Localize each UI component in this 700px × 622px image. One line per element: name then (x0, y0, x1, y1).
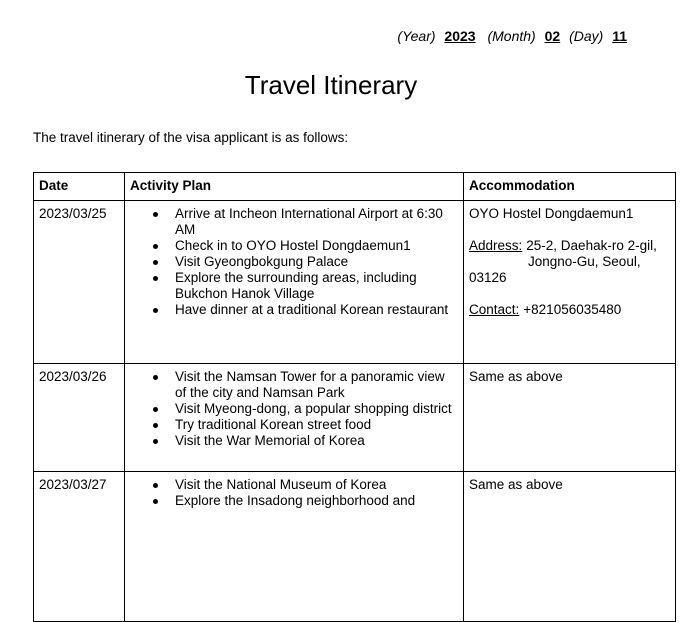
activity-list (130, 477, 458, 509)
address-line (469, 238, 670, 254)
activity-item: Try traditional Korean street food (130, 417, 458, 433)
table-header-row (34, 173, 676, 201)
day-value: 11 (612, 28, 627, 44)
activity-list (130, 206, 458, 318)
activity-list (130, 369, 458, 449)
date-cell: 2023/03/25 (34, 201, 125, 364)
activity-item: Explore the surrounding areas, including Bukchon Hanok Village (130, 270, 458, 302)
column-header-date: Date (34, 173, 125, 201)
address-value-line1: 25-2, Daehak-ro 2-gil, (526, 238, 657, 253)
table-row (34, 472, 676, 622)
address-label: Address: (469, 238, 523, 253)
accommodation-cell: Same as above (464, 472, 676, 622)
activity-cell (125, 364, 464, 472)
intro-text: The travel itinerary of the visa applicant is as follows: (33, 130, 349, 145)
activity-cell (125, 201, 464, 364)
contact-line (469, 302, 670, 318)
address-value-line3: 03126 (469, 270, 507, 285)
date-cell: 2023/03/26 (34, 364, 125, 472)
activity-item: Visit Myeong-dong, a popular shopping district (130, 401, 458, 417)
activity-item: Visit the War Memorial of Korea (130, 433, 458, 449)
contact-value: +821056035480 (523, 302, 622, 317)
page-title: Travel Itinerary (244, 70, 418, 100)
activity-item: Explore the Insadong neighborhood and (130, 493, 458, 509)
activity-item: Visit the National Museum of Korea (130, 477, 458, 493)
hotel-name: OYO Hostel Dongdaemun1 (469, 206, 634, 221)
activity-item: Check in to OYO Hostel Dongdaemun1 (130, 238, 458, 254)
activity-item: Have dinner at a traditional Korean restaurant (130, 302, 458, 318)
contact-label: Contact: (469, 302, 520, 317)
accommodation-cell (464, 201, 676, 364)
blank-line (469, 286, 670, 302)
column-header-activity-plan: Activity Plan (125, 173, 464, 201)
year-value: 2023 (444, 28, 476, 44)
month-value: 02 (544, 28, 561, 44)
activity-cell (125, 472, 464, 622)
column-header-accommodation: Accommodation (464, 173, 676, 201)
itinerary-table (33, 172, 676, 622)
activity-item: Arrive at Incheon International Airport at 6:30 AM (130, 206, 458, 238)
address-value-line2: Jongno-Gu, Seoul, (528, 254, 641, 269)
activity-item: Visit Gyeongbokgung Palace (130, 254, 458, 270)
accommodation-cell: Same as above (464, 364, 676, 472)
date-cell: 2023/03/27 (34, 472, 125, 622)
activity-item: Visit the Namsan Tower for a panoramic view of the city and Namsan Park (130, 369, 458, 401)
table-row (34, 364, 676, 472)
blank-line (469, 222, 670, 238)
year-label: (Year) (397, 28, 436, 44)
day-label: (Day) (569, 28, 604, 44)
table-row (34, 201, 676, 364)
document-date-line (0, 0, 700, 44)
month-label: (Month) (487, 28, 536, 44)
